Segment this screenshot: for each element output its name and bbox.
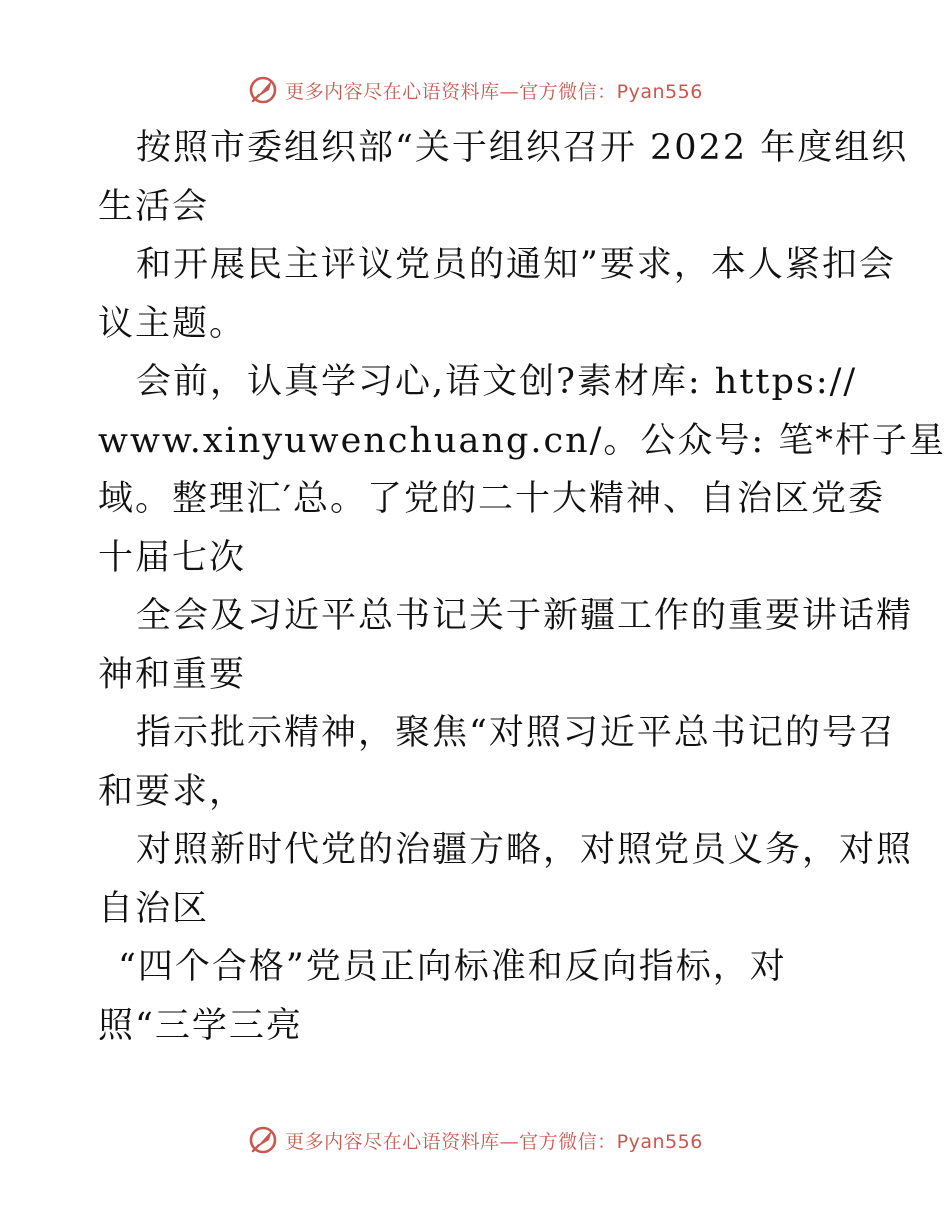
text-line: 生活会 (98, 186, 210, 227)
quill-circle-logo-icon (247, 1124, 279, 1156)
text-line: 指示批示精神，聚焦“对照习近平总书记的号召 (136, 713, 896, 753)
text-line: 十届七次 (98, 537, 247, 578)
text-line: 按照市委组织部“关于组织召开 2022 年度组织 (136, 128, 909, 168)
watermark-banner-bottom (0, 1120, 950, 1160)
watermark-text: 更多内容尽在心语资料库—官方微信：Pyan556 (285, 1130, 703, 1153)
text-line: 全会及习近平总书记关于新疆工作的重要讲话精 (136, 596, 914, 636)
text-line: 议主题。 (98, 303, 247, 344)
text-line: 神和重要 (98, 654, 247, 695)
text-line: 自治区 (98, 888, 210, 929)
watermark-banner-top (0, 70, 950, 110)
text-line: 和要求， (98, 771, 247, 812)
wechat-id: Pyan556 (616, 1130, 703, 1153)
wechat-id: Pyan556 (616, 80, 703, 103)
text-line: 照“三学三亮 (98, 1005, 303, 1046)
text-line: www.xinyuwenchuang.cn/。公众号: 笔*杆子星 (98, 420, 946, 461)
text-line: 域。整理汇′总。了党的二十大精神、自治区党委 (98, 479, 885, 519)
text-line: “四个合格”党员正向标准和反向指标，对 (118, 947, 787, 987)
text-line: 对照新时代党的治疆方略，对照党员义务，对照 (136, 830, 914, 870)
quill-circle-logo-icon (247, 74, 279, 106)
text-line: 会前，认真学习心,语文创?素材库: https:// (136, 362, 858, 402)
document-body (98, 126, 946, 1062)
text-line: 和开展民主评议党员的通知”要求，本人紧扣会 (136, 245, 896, 285)
watermark-text: 更多内容尽在心语资料库—官方微信：Pyan556 (285, 80, 703, 103)
